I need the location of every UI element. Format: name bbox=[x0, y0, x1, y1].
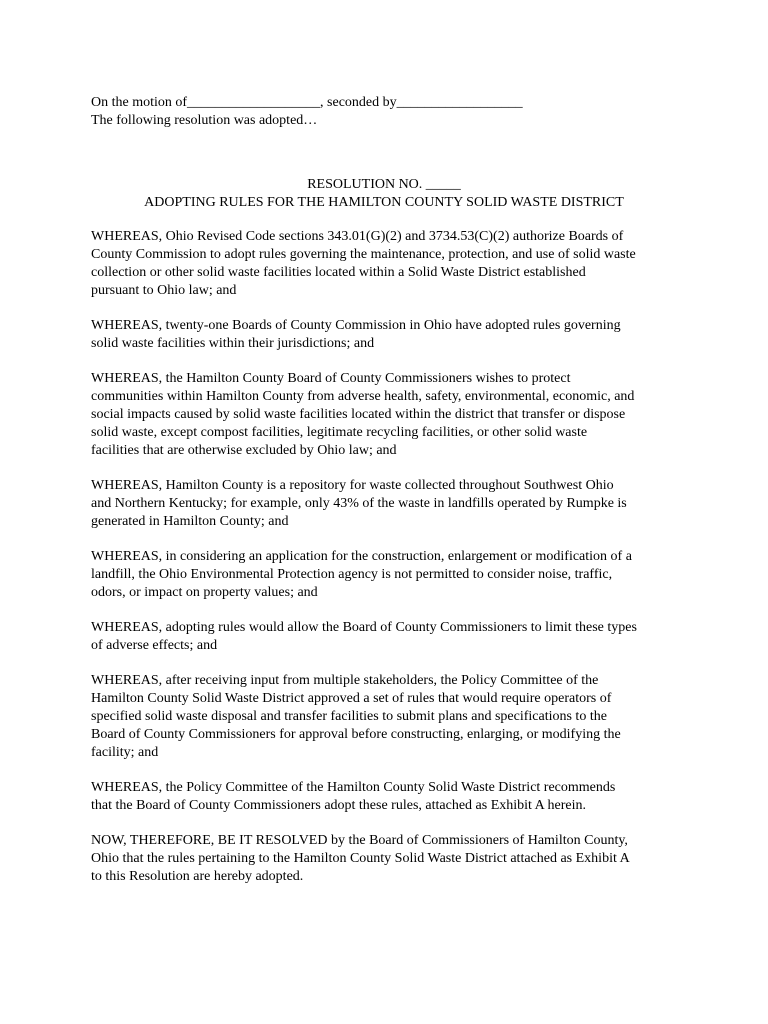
paragraph-line: communities within Hamilton County from adverse health, safety, environmental, economic, and bbox=[91, 389, 635, 404]
paragraph-line: facility; and bbox=[91, 745, 159, 760]
paragraph-line: Hamilton County Solid Waste District approved a set of rules that would require operators of bbox=[91, 691, 612, 706]
whereas-clauses bbox=[91, 228, 691, 886]
resolution-heading bbox=[91, 176, 677, 212]
paragraph-line: County Commission to adopt rules governing the maintenance, protection, and use of solid waste bbox=[91, 247, 636, 262]
motion-line: On the motion of___________________, seconded by__________________ bbox=[91, 95, 523, 110]
paragraph-5 bbox=[91, 548, 691, 602]
paragraph-line: WHEREAS, after receiving input from multiple stakeholders, the Policy Committee of the bbox=[91, 673, 599, 688]
resolution-number: RESOLUTION NO. _____ bbox=[307, 177, 461, 192]
paragraph-line: generated in Hamilton County; and bbox=[91, 514, 289, 529]
paragraph-6 bbox=[91, 619, 691, 655]
paragraph-line: collection or other solid waste facilities located within a Solid Waste District established bbox=[91, 265, 586, 280]
paragraph-line: NOW, THEREFORE, BE IT RESOLVED by the Board of Commissioners of Hamilton County, bbox=[91, 833, 628, 848]
resolution-title: ADOPTING RULES FOR THE HAMILTON COUNTY SOLID WASTE DISTRICT bbox=[144, 195, 624, 210]
paragraph-line: WHEREAS, in considering an application for the construction, enlargement or modification of a bbox=[91, 549, 632, 564]
paragraph-line: pursuant to Ohio law; and bbox=[91, 283, 237, 298]
paragraph-line: specified solid waste disposal and transfer facilities to submit plans and specifications to the bbox=[91, 709, 607, 724]
paragraph-line: solid waste facilities within their jurisdictions; and bbox=[91, 336, 375, 351]
document-body bbox=[91, 94, 691, 886]
paragraph-line: WHEREAS, the Hamilton County Board of County Commissioners wishes to protect bbox=[91, 371, 571, 386]
paragraph-line: Board of County Commissioners for approval before constructing, enlarging, or modifying the bbox=[91, 727, 621, 742]
paragraph-2 bbox=[91, 317, 691, 353]
paragraph-3 bbox=[91, 370, 691, 460]
paragraph-line: of adverse effects; and bbox=[91, 638, 218, 653]
paragraph-line: odors, or impact on property values; and bbox=[91, 585, 318, 600]
adoption-line: The following resolution was adopted… bbox=[91, 113, 318, 128]
paragraph-line: social impacts caused by solid waste facilities located within the district that transfer or dispose bbox=[91, 407, 626, 422]
paragraph-line: Ohio that the rules pertaining to the Hamilton County Solid Waste District attached as Exhibit A bbox=[91, 851, 630, 866]
paragraph-4 bbox=[91, 477, 691, 531]
paragraph-line: WHEREAS, adopting rules would allow the Board of County Commissioners to limit these types bbox=[91, 620, 637, 635]
resolved-clause bbox=[91, 832, 691, 886]
paragraph-line: and Northern Kentucky; for example, only 43% of the waste in landfills operated by Rumpke is bbox=[91, 496, 627, 511]
paragraph-line: that the Board of County Commissioners adopt these rules, attached as Exhibit A herein. bbox=[91, 798, 586, 813]
paragraph-7 bbox=[91, 672, 691, 762]
paragraph-line: WHEREAS, Hamilton County is a repository for waste collected throughout Southwest Ohio bbox=[91, 478, 614, 493]
paragraph-1 bbox=[91, 228, 691, 300]
paragraph-line: to this Resolution are hereby adopted. bbox=[91, 869, 304, 884]
paragraph-line: WHEREAS, Ohio Revised Code sections 343.01(G)(2) and 3734.53(C)(2) authorize Boards of bbox=[91, 229, 624, 244]
paragraph-line: landfill, the Ohio Environmental Protection agency is not permitted to consider noise, traffic, bbox=[91, 567, 613, 582]
paragraph-line: solid waste, except compost facilities, legitimate recycling facilities, or other solid waste bbox=[91, 425, 588, 440]
motion-intro bbox=[91, 94, 691, 130]
paragraph-8 bbox=[91, 779, 691, 815]
paragraph-line: facilities that are otherwise excluded by Ohio law; and bbox=[91, 443, 397, 458]
paragraph-line: WHEREAS, twenty-one Boards of County Commission in Ohio have adopted rules governing bbox=[91, 318, 621, 333]
paragraph-line: WHEREAS, the Policy Committee of the Hamilton County Solid Waste District recommends bbox=[91, 780, 616, 795]
